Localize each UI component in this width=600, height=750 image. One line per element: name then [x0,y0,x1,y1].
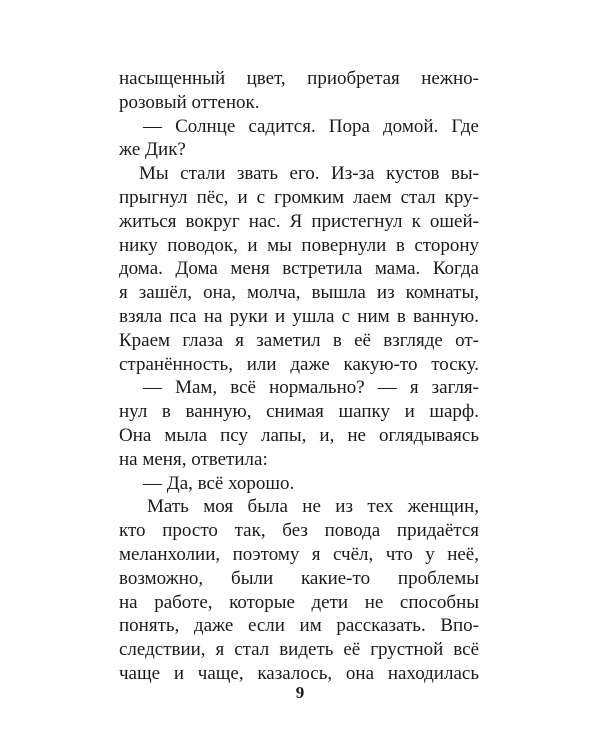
text-line: нул в ванную, снимая шапку и шарф. [119,401,479,423]
text-line: житься вокруг нас. Я пристегнул к ошей- [119,210,479,232]
text-line: прыгнул пёс, и с громким лаем стал кру- [119,186,479,208]
page-number: 9 [295,683,305,702]
text-line: странённость, или даже какую-то тоску. [119,353,479,375]
text-line: кто просто так, без повода придаётся [119,520,479,542]
text-line: Она мыла псу лапы, и, не оглядываясь [119,424,479,446]
text-line: на меня, ответила: [119,448,268,470]
text-line: на работе, которые дети не способны [119,591,479,613]
text-line: возможно, были какие-то проблемы [119,567,479,589]
text-line: Мать моя была не из тех женщин, [147,496,479,518]
text-line: — Солнце садится. Пора домой. Где [143,115,479,137]
text-line: — Да, всё хорошо. [143,472,295,494]
text-line: Краем глаза я заметил в её взгляде от- [119,329,479,351]
text-line: насыщенный цвет, приобретая нежно- [119,68,479,89]
text-line: же Дик? [119,139,186,161]
text-line: дома. Дома меня встретила мама. Когда [119,258,479,280]
text-line: меланхолии, поэтому я счёл, что у неё, [119,543,479,565]
text-line: нику поводок, и мы повернули в сторону [119,234,479,256]
text-line: взяла пса на руки и ушла с ним в ванную. [119,305,479,327]
text-line: понять, даже если им рассказать. Впо- [119,615,479,637]
text-line: чаще и чаще, казалось, она находилась [119,662,479,684]
text-line: — Мам, всё нормально? — я загля- [143,377,479,399]
body-text [119,67,479,686]
text-line: Мы стали звать его. Из-за кустов вы- [139,163,479,185]
text-line: следствии, я стал видеть её грустной всё [119,639,479,661]
text-line: розовый оттенок. [119,91,260,113]
text-line: я зашёл, она, молча, вышла из комнаты, [119,282,479,304]
